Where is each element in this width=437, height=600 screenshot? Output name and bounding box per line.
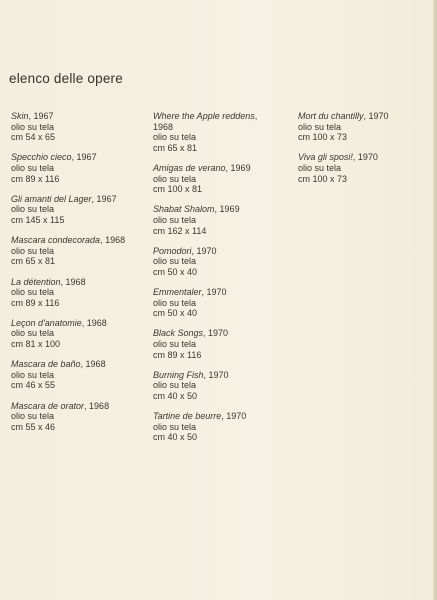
work-medium: olio su tela — [153, 380, 197, 391]
work-medium: olio su tela — [11, 369, 55, 380]
work-year: , 1969 — [225, 162, 251, 173]
work-entry — [11, 401, 151, 433]
work-title: Mascara de orator — [11, 400, 85, 411]
work-title: Black Songs — [153, 328, 204, 339]
work-size: cm 46 x 55 — [11, 380, 56, 391]
work-title: Mascara condecorada — [11, 235, 101, 246]
work-size: cm 162 x 114 — [153, 225, 207, 236]
work-medium: olio su tela — [11, 287, 55, 298]
work-title: Shabat Shalom — [153, 204, 215, 215]
work-year: , 1967 — [28, 111, 54, 121]
work-entry — [298, 152, 434, 184]
work-title: Skin — [11, 111, 29, 121]
work-entry — [11, 152, 151, 184]
work-medium: olio su tela — [153, 256, 197, 267]
page-heading: elenco delle opere — [9, 71, 123, 86]
work-title: Mascara de baño — [11, 359, 81, 370]
work-year: , 1968 — [84, 400, 110, 411]
work-medium: olio su tela — [153, 421, 197, 432]
work-title: Where the Apple reddens — [153, 111, 255, 121]
work-medium: olio su tela — [153, 339, 197, 350]
work-medium: olio su tela — [298, 162, 342, 173]
work-entry — [153, 411, 293, 443]
work-entry — [153, 204, 293, 236]
work-entry — [11, 111, 151, 143]
work-medium: olio su tela — [11, 121, 55, 132]
work-title: Mort du chantilly — [298, 111, 364, 121]
work-size: cm 50 x 40 — [153, 308, 198, 319]
work-year: , — [254, 111, 258, 121]
work-medium: olio su tela — [11, 245, 55, 256]
work-entry — [153, 163, 293, 195]
work-year: , 1968 — [60, 276, 86, 287]
work-year: , 1968 — [80, 359, 106, 370]
work-title: Tartine de beurre — [153, 411, 222, 422]
work-size: cm 40 x 50 — [153, 391, 198, 402]
work-title: Leçon d'anatomie — [11, 317, 82, 328]
work-entry — [11, 318, 151, 350]
work-size: cm 40 x 50 — [153, 432, 198, 443]
work-year: , 1970 — [203, 328, 229, 339]
work-size: cm 54 x 65 — [11, 132, 56, 143]
work-medium: olio su tela — [11, 328, 55, 339]
work-size: cm 50 x 40 — [153, 266, 198, 277]
works-column-2 — [153, 111, 293, 453]
work-entry — [153, 287, 293, 319]
work-title: Gli amanti del Lager — [11, 193, 92, 204]
work-medium: olio su tela — [298, 121, 342, 132]
work-year: , 1970 — [352, 152, 378, 163]
page-edge — [433, 0, 437, 600]
work-size: cm 65 x 81 — [153, 142, 198, 153]
work-entry — [153, 111, 293, 153]
work-medium: olio su tela — [153, 173, 197, 184]
work-size: cm 89 x 116 — [11, 297, 60, 308]
work-size: cm 89 x 116 — [11, 173, 60, 184]
work-year: , 1970 — [201, 287, 227, 298]
work-title: Viva gli sposi! — [298, 152, 353, 163]
work-size: cm 100 x 73 — [298, 132, 348, 143]
work-year: , 1970 — [363, 111, 389, 121]
work-entry — [298, 111, 434, 143]
works-column-3 — [298, 111, 434, 194]
work-entry — [153, 328, 293, 360]
work-entry — [11, 235, 151, 267]
work-medium: olio su tela — [153, 132, 197, 143]
work-entry — [11, 359, 151, 391]
work-entry — [153, 246, 293, 278]
work-title: Specchio cieco — [11, 152, 72, 163]
work-size: cm 81 x 100 — [11, 339, 61, 350]
work-medium: olio su tela — [153, 214, 197, 225]
work-title: La détention — [11, 276, 61, 287]
work-medium: olio su tela — [153, 297, 197, 308]
work-size: cm 145 x 115 — [11, 214, 65, 225]
work-year: , 1967 — [91, 193, 117, 204]
work-year: , 1968 — [100, 235, 126, 246]
work-title: Burning Fish — [153, 369, 204, 380]
work-size: cm 100 x 81 — [153, 184, 203, 195]
work-size: cm 55 x 46 — [11, 421, 56, 432]
work-medium: olio su tela — [11, 411, 55, 422]
work-title: Amigas de verano — [153, 162, 226, 173]
work-title: Pomodori — [153, 245, 192, 256]
work-year: , 1970 — [191, 245, 217, 256]
work-medium: olio su tela — [11, 204, 55, 215]
work-year: , 1970 — [221, 411, 247, 422]
work-year: , 1968 — [81, 317, 107, 328]
work-entry — [153, 370, 293, 402]
work-size: cm 100 x 73 — [298, 173, 348, 184]
work-medium: olio su tela — [11, 162, 55, 173]
work-title: Emmentaler — [153, 287, 202, 298]
work-entry — [11, 277, 151, 309]
work-year: , 1969 — [214, 204, 240, 215]
work-entry — [11, 194, 151, 226]
work-year-continued: 1968 — [153, 121, 174, 132]
work-year: , 1967 — [71, 152, 97, 163]
work-size: cm 65 x 81 — [11, 256, 56, 267]
work-year: , 1970 — [203, 369, 229, 380]
works-column-1 — [11, 111, 151, 442]
work-size: cm 89 x 116 — [153, 349, 202, 360]
